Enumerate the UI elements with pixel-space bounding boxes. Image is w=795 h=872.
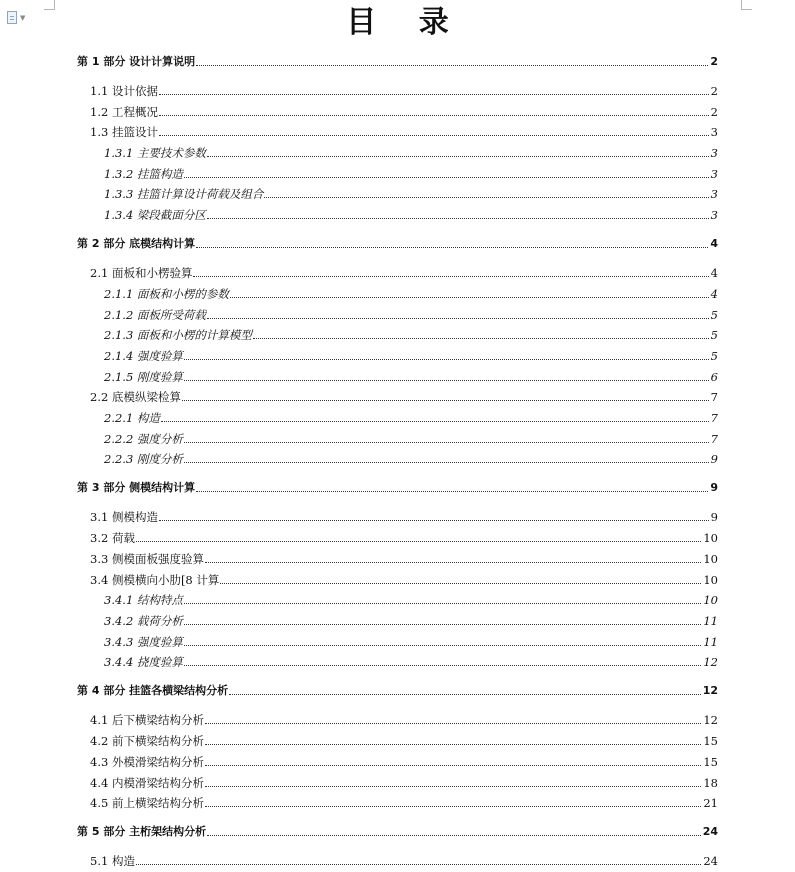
toc-part-entry[interactable] (77, 235, 718, 251)
toc-dot-leader (264, 197, 708, 198)
toc-section-entry[interactable] (90, 103, 718, 119)
toc-section-entry[interactable] (90, 123, 718, 139)
toc-entry-title: 4.3 外模滑梁结构分析 (90, 755, 204, 769)
toc-page-number: 5 (710, 328, 718, 342)
toc-entry-title: 2.2.1 构造 (104, 411, 160, 425)
toc-page-number: 15 (703, 734, 718, 748)
toc-dot-leader (207, 318, 709, 319)
toc-section-entry[interactable] (90, 774, 718, 790)
toc-subsection-entry[interactable] (104, 653, 718, 669)
toc-page-number: 2 (710, 84, 718, 98)
toc-entry-title: 2.2.3 刚度分析 (104, 452, 183, 466)
toc-dot-leader (136, 864, 701, 865)
toc-dot-leader (196, 65, 708, 66)
toc-subsection-entry[interactable] (104, 285, 718, 301)
toc-dot-leader (159, 94, 709, 95)
page-title: 目 录 (346, 5, 465, 40)
toc-subsection-entry[interactable] (104, 347, 718, 363)
toc-entry-title: 2.1.1 面板和小楞的参数 (104, 287, 229, 301)
toc-page-number: 11 (703, 614, 718, 628)
toc-entry-title: 第 5 部分 主桁架结构分析 (77, 825, 207, 838)
toc-part-entry[interactable] (77, 479, 718, 495)
toc-entry-title: 3.4.3 强度验算 (104, 635, 183, 649)
toc-section-entry[interactable] (90, 571, 718, 587)
toc-entry-title: 2.1.4 强度验算 (104, 349, 183, 363)
toc-page-number: 7 (710, 390, 718, 404)
toc-entry-title: 第 2 部分 底模结构计算 (77, 237, 196, 250)
toc-entry-title: 3.4.1 结构特点 (104, 593, 183, 607)
toc-dot-leader (184, 380, 709, 381)
toc-page-number: 10 (703, 552, 718, 566)
toc-dot-leader (207, 835, 701, 836)
toc-entry-title: 5.1 构造 (90, 854, 135, 868)
toc-page-number: 3 (710, 187, 718, 201)
toc-entry-title: 1.2 工程概况 (90, 105, 158, 119)
toc-subsection-entry[interactable] (104, 326, 718, 342)
toc-entry-title: 2.2 底模纵梁检算 (90, 390, 181, 404)
toc-subsection-entry[interactable] (104, 430, 718, 446)
toc-page-number: 9 (710, 481, 718, 494)
toc-section-entry[interactable] (90, 82, 718, 98)
toc-entry-title: 4.4 内模滑梁结构分析 (90, 776, 204, 790)
toc-entry-title: 1.1 设计依据 (90, 84, 158, 98)
toc-part-entry[interactable] (77, 682, 718, 698)
toc-dot-leader (184, 359, 709, 360)
toc-page-number: 4 (710, 266, 718, 280)
toc-dot-leader (136, 541, 701, 542)
toc-section-entry[interactable] (90, 529, 718, 545)
toc-subsection-entry[interactable] (104, 185, 718, 201)
toc-subsection-entry[interactable] (104, 409, 718, 425)
toc-subsection-entry[interactable] (104, 368, 718, 384)
toc-dot-leader (193, 276, 708, 277)
toc-dot-leader (159, 520, 709, 521)
toc-dot-leader (220, 583, 701, 584)
toc-subsection-entry[interactable] (104, 450, 718, 466)
toc-page-number: 5 (710, 308, 718, 322)
toc-entry-title: 3.1 侧模构造 (90, 510, 158, 524)
toc-entry-title: 3.3 侧模面板强度验算 (90, 552, 204, 566)
toc-dot-leader (184, 624, 701, 625)
toc-entry-title: 4.5 前上横梁结构分析 (90, 796, 204, 810)
toc-entry-title: 2.1.3 面板和小楞的计算模型 (104, 328, 252, 342)
toc-page-number: 21 (703, 796, 718, 810)
toc-page-number: 4 (710, 237, 718, 250)
toc-section-entry[interactable] (90, 550, 718, 566)
toc-page-number: 3 (710, 146, 718, 160)
toc-dot-leader (230, 297, 709, 298)
toc-dot-leader (205, 744, 701, 745)
toc-page-number: 12 (702, 684, 718, 697)
toc-dot-leader (196, 247, 708, 248)
toc-subsection-entry[interactable] (104, 591, 718, 607)
toc-dot-leader (207, 156, 709, 157)
toc-entry-title: 2.1 面板和小楞验算 (90, 266, 193, 280)
toc-entry-title: 3.2 荷载 (90, 531, 135, 545)
toc-page-number: 10 (703, 531, 718, 545)
toc-page-number: 3 (710, 208, 718, 222)
toc-entry-title: 2.2.2 强度分析 (104, 432, 183, 446)
toc-subsection-entry[interactable] (104, 306, 718, 322)
toc-page-number: 5 (710, 349, 718, 363)
toc-entry-title: 1.3.2 挂篮构造 (104, 167, 183, 181)
toc-entry-title: 3.4.2 载荷分析 (104, 614, 183, 628)
toc-page-number: 10 (703, 573, 718, 587)
toc-dot-leader (184, 603, 701, 604)
toc-page-number: 9 (710, 452, 718, 466)
toc-section-entry[interactable] (90, 852, 718, 868)
toc-dot-leader (229, 694, 701, 695)
toc-dot-leader (184, 177, 709, 178)
toc-section-entry[interactable] (90, 711, 718, 727)
toc-dot-leader (196, 491, 708, 492)
toc-page-number: 12 (703, 655, 718, 669)
toc-subsection-entry[interactable] (104, 206, 718, 222)
toc-page-number: 9 (710, 510, 718, 524)
toc-dot-leader (205, 786, 701, 787)
toc-dot-leader (207, 218, 709, 219)
toc-dot-leader (159, 115, 709, 116)
toc-dot-leader (184, 645, 701, 646)
toc-subsection-entry[interactable] (104, 165, 718, 181)
toc-page-number: 6 (710, 370, 718, 384)
toc-dot-leader (159, 135, 709, 136)
toc-entry-title: 4.1 后下横梁结构分析 (90, 713, 204, 727)
chevron-down-icon: ▼ (20, 13, 26, 22)
toc-entry-title: 1.3.1 主要技术参数 (104, 146, 206, 160)
toc-page-number: 12 (703, 713, 718, 727)
toc-subsection-entry[interactable] (104, 144, 718, 160)
toc-subsection-entry[interactable] (104, 633, 718, 649)
toc-dot-leader (205, 723, 701, 724)
toc-entry-title: 2.1.5 刚度验算 (104, 370, 183, 384)
toc-page-number: 24 (702, 825, 718, 838)
toc-entry-title: 2.1.2 面板所受荷载 (104, 308, 206, 322)
toc-page-number: 2 (710, 55, 718, 68)
toc-subsection-entry[interactable] (104, 612, 718, 628)
toc-entry-title: 第 4 部分 挂篮各横梁结构分析 (77, 684, 229, 697)
toc-entry-title: 3.4 侧模横向小肋[8 计算 (90, 573, 220, 587)
toc-dot-leader (184, 442, 709, 443)
toc-page-number: 3 (710, 125, 718, 139)
toc-part-entry[interactable] (77, 823, 718, 839)
toc-entry-title: 第 1 部分 设计计算说明 (77, 55, 196, 68)
toc-entry-title: 4.2 前下横梁结构分析 (90, 734, 204, 748)
toc-section-entry[interactable] (90, 508, 718, 524)
toc-dot-leader (205, 765, 701, 766)
toc-entry-title: 1.3 挂篮设计 (90, 125, 158, 139)
toc-page-number: 11 (703, 635, 718, 649)
toc-page-number: 4 (710, 287, 718, 301)
toc-dot-leader (161, 421, 709, 422)
toc-section-entry[interactable] (90, 388, 718, 404)
toc-entry-title: 第 3 部分 侧模结构计算 (77, 481, 196, 494)
toc-dot-leader (253, 338, 709, 339)
toc-page-number: 10 (703, 593, 718, 607)
toc-section-entry[interactable] (90, 264, 718, 280)
toc-dot-leader (182, 400, 709, 401)
toc-page-number: 2 (710, 105, 718, 119)
toc-dot-leader (205, 806, 701, 807)
toc-part-entry[interactable] (77, 53, 718, 69)
toc-entry-title: 1.3.3 挂篮计算设计荷载及组合 (104, 187, 264, 201)
toc-section-entry[interactable] (90, 732, 718, 748)
toc-dot-leader (184, 462, 709, 463)
toc-page-number: 7 (710, 411, 718, 425)
toc-page-number: 24 (703, 854, 718, 868)
toc-page-number: 15 (703, 755, 718, 769)
toc-page-number: 18 (703, 776, 718, 790)
toc-dot-leader (184, 665, 701, 666)
toc-page-number: 7 (710, 432, 718, 446)
toc-entry-title: 3.4.4 挠度验算 (104, 655, 183, 669)
toc-section-entry[interactable] (90, 794, 718, 810)
toc-entry-title: 1.3.4 梁段截面分区 (104, 208, 206, 222)
toc-dot-leader (205, 562, 701, 563)
toc-section-entry[interactable] (90, 753, 718, 769)
toc-page-number: 3 (710, 167, 718, 181)
